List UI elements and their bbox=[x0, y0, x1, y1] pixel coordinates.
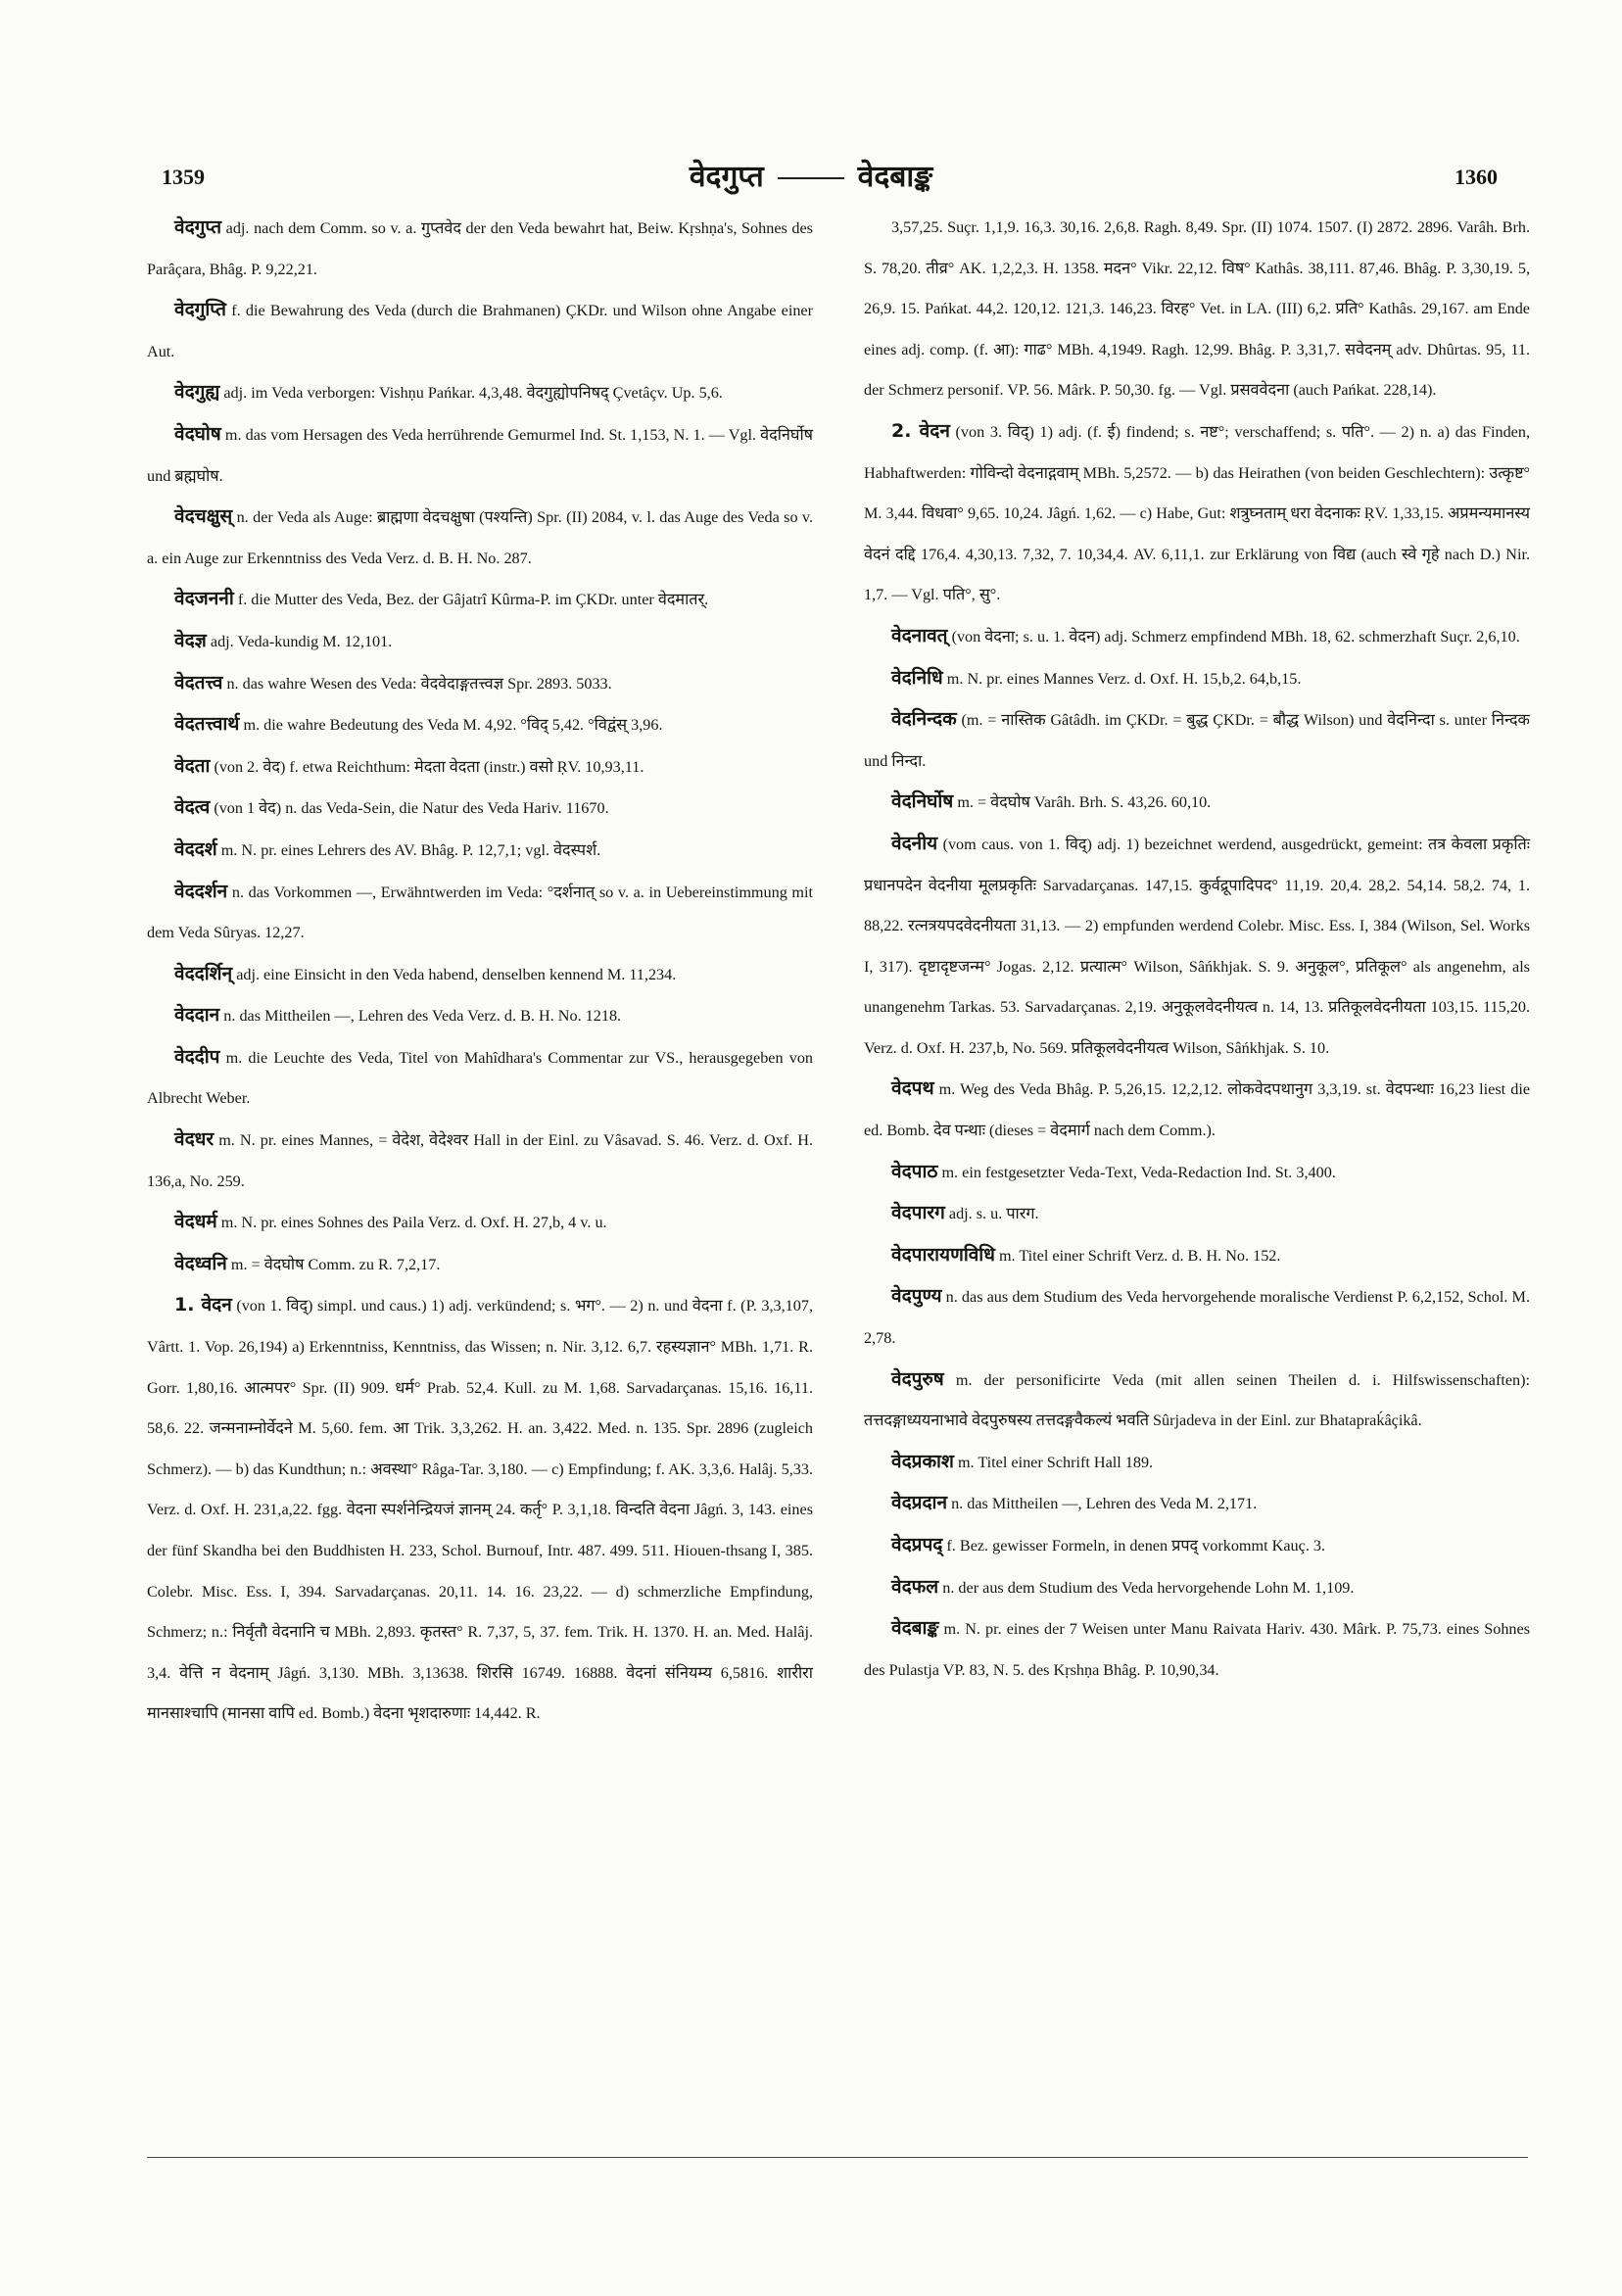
entry-text: adj. Veda-kundig M. 12,101. bbox=[210, 632, 393, 650]
entry-headword: वेदपारायणविधि bbox=[891, 1243, 995, 1266]
entry-text: m. N. pr. eines der 7 Weisen unter Manu Raivata Hariv. 430. Mârk. P. 75,73. eines Sohnes des Pulastja VP. 83, N. 5. des Kṛshṇa Bhâg. P. 10,90,34. bbox=[864, 1620, 1530, 1679]
dictionary-entry bbox=[147, 414, 813, 497]
entry-text: adj. eine Einsicht in den Veda habend, denselben kennend M. 11,234. bbox=[236, 965, 677, 983]
dictionary-entry bbox=[147, 497, 813, 579]
left-page-number: 1359 bbox=[162, 165, 205, 189]
right-column bbox=[864, 208, 1530, 1691]
entry-text: (von 3. विद्) 1) adj. (f. ई) findend; s. नष्ट°; verschaffend; s. पति°. — 2) n. a) das Finden, Habhaftwerden: गोविन्दो वेदनाद्गवाम् MBh. 5,2572. — b) das Heirathen (von beiden Geschlechtern): उत्कृष्ट° M. 3,44. विधवा° 9,65. 10,24. Jâgń. 1,62. — c) Habe, Gut: शत्रुघ्नताम् धरा वेदनाकः ṚV. 1,33,15. अप्रमन्यमानस्य वेदनं दद्दि 176,4. 4,30,13. 7,32, 7. 10,34,4. AV. 6,11,1. zur Erklärung von विद्य (auch स्वे गृहे nach D.) Nir. 1,7. — Vgl. पति°, सु°. bbox=[864, 422, 1530, 604]
entry-headword: वेदज्ञ bbox=[174, 629, 207, 651]
entry-headword: वेदतत्त्व bbox=[174, 671, 223, 694]
entry-text: m. ein festgesetzter Veda-Text, Veda-Redaction Ind. St. 3,400. bbox=[941, 1163, 1336, 1181]
dictionary-entry bbox=[147, 995, 813, 1037]
dictionary-entry bbox=[864, 1276, 1530, 1359]
entry-headword: वेदधर्म bbox=[174, 1211, 217, 1233]
dictionary-entry bbox=[864, 699, 1530, 782]
entry-headword: वेदता bbox=[174, 754, 211, 777]
entry-headword: वेदजननी bbox=[174, 588, 234, 610]
dictionary-entry bbox=[864, 824, 1530, 1070]
entry-text: m. N. pr. eines Mannes Verz. d. Oxf. H. 15,b,2. 64,b,15. bbox=[946, 669, 1302, 688]
dictionary-entry bbox=[864, 1483, 1530, 1525]
entry-headword: वेदफल bbox=[891, 1575, 939, 1598]
entry-headword: वेदप्रपद् bbox=[891, 1534, 943, 1555]
entry-text: (von 1. विद्) simpl. und caus.) 1) adj. verkündend; s. भग°. — 2) n. und वेदना f. (P. 3,3,107, Vârtt. 1. Vop. 26,194) a) Erkenntniss, Kenntniss, das Wissen; n. Nir. 3,12. 6,7. रहस्यज्ञान° MBh. 1,71. R. Gorr. 1,80,16. आत्मपर° Spr. (II) 909. धर्म° Prab. 52,4. Kull. zu M. 1,68. Sarvadarçanas. 15,16. 16,11. 58,6. 22. जन्मनाम्नोर्वेदने M. 5,60. fem. आ Trik. 3,3,262. H. an. 3,422. Med. n. 135. Spr. 2896 (zugleich Schmerz). — b) das Kundthun; n.: अवस्था° Râga-Tar. 3,180. — c) Empfindung; f. AK. 3,3,6. Halâj. 5,33. Verz. d. Oxf. H. 231,a,22. fgg. वेदना स्पर्शनेन्द्रियजं ज्ञानम् 24. कर्तृ° P. 3,1,18. विन्दति वेदना Jâgń. 3, 143. eines der fünf Skandha bei den Buddhisten H. 233, Schol. Burnouf, Intr. 487. 499. 511. Hiouen-thsang I, 385. Colebr. Misc. Ess. I, 394. Sarvadarçanas. 20,11. 14. 16. 23,22. — d) schmerzliche Empfindung, Schmerz; n.: निर्वृतौ वेदनानि च MBh. 2,893. कृतस्त° R. 7,37, 5, 37. fem. Trik. H. 1370. H. an. Med. Halâj. 3,4. वेत्ति न वेदनाम् Jâgń. 3,130. MBh. 3,13638. शिरसि 16749. 16888. वेदनां संनियम्य 6,5816. शारीरा मानसाश्चापि (मानसा वापि ed. Bomb.) वेदना भृशदारुणाः 14,442. R. bbox=[147, 1297, 813, 1723]
dictionary-entry bbox=[147, 872, 813, 954]
entry-text: m. N. pr. eines Mannes, = वेदेश, वेदेश्वर Hall in der Einl. zu Vâsavad. S. 46. Verz. d. Oxf. H. 136,a, No. 259. bbox=[147, 1131, 814, 1190]
entry-headword: वेदघोष bbox=[174, 422, 221, 445]
dictionary-entry bbox=[147, 830, 813, 872]
entry-headword: वेददीप bbox=[174, 1045, 220, 1068]
entry-text: n. das Vorkommen —, Erwähntwerden im Veda: °दर्शनात् so v. a. in Uebereinstimmung mit dem Veda Sûryas. 12,27. bbox=[147, 883, 813, 942]
entry-headword: वेददर्शन bbox=[174, 880, 228, 902]
dictionary-entry bbox=[147, 372, 813, 414]
dictionary-entry bbox=[864, 1442, 1530, 1484]
entry-headword: वेदध्वनि bbox=[174, 1252, 227, 1274]
dictionary-entry bbox=[864, 782, 1530, 824]
entry-headword: वेदतत्त्वार्थ bbox=[174, 713, 240, 736]
entry-text: 3,57,25. Suçr. 1,1,9. 16,3. 30,16. 2,6,8. Ragh. 8,49. Spr. (II) 1074. 1507. (I) 2872. 2896. Varâh. Brh. S. 78,20. तीव्र° AK. 1,2,2,3. H. 1358. मदन° Vikr. 22,12. विष° Kathâs. 38,111. 87,46. Bhâg. P. 3,30,19. 5, 26,9. 15. Pańkat. 44,2. 120,12. 121,3. 146,23. विरह° Vet. in LA. (III) 6,2. प्रति° Kathâs. 29,167. am Ende eines adj. comp. (f. आ): गाढ° MBh. 4,1949. Ragh. 12,99. Bhâg. P. 3,31,7. सवेदनम् adv. Dhûrtas. 95, 11. der Schmerz personif. VP. 56. Mârk. P. 50,30. fg. — Vgl. प्रसववेदना (auch Pańkat. 228,14). bbox=[864, 218, 1530, 400]
dictionary-entry bbox=[147, 1202, 813, 1244]
entry-headword: वेदगुह्य bbox=[174, 381, 220, 404]
entry-text: m. das vom Hersagen des Veda herrührende Gemurmel Ind. St. 1,153, N. 1. — Vgl. वेदनिर्घोष und ब्रह्मघोष. bbox=[147, 425, 814, 485]
entry-headword: वेदनिर्घोष bbox=[891, 790, 954, 813]
entry-text: m. Titel einer Schrift Hall 189. bbox=[957, 1453, 1154, 1471]
entry-text: adj. im Veda verborgen: Vishṇu Pańkar. 4,3,48. वेदगुह्योपनिषद् Çvetâçv. Up. 5,6. bbox=[223, 384, 723, 403]
entry-text: n. der aus dem Studium des Veda hervorgehende Lohn M. 1,109. bbox=[942, 1578, 1355, 1597]
running-head-end: वेदबाङ्क bbox=[857, 160, 933, 194]
bottom-rule bbox=[147, 2157, 1528, 2158]
dictionary-entry bbox=[864, 616, 1530, 658]
entry-text: f. die Mutter des Veda, Bez. der Gâjatrî Kûrma-P. im ÇKDr. unter वेदमातर्. bbox=[237, 591, 709, 609]
running-head-dash bbox=[778, 177, 844, 179]
entry-text: m. N. pr. eines Sohnes des Paila Verz. d. Oxf. H. 27,b, 4 v. u. bbox=[220, 1214, 607, 1232]
entry-headword: वेदनिन्दक bbox=[891, 708, 957, 731]
dictionary-entry bbox=[864, 208, 1530, 411]
dictionary-entry bbox=[864, 1069, 1530, 1151]
entry-text: f. Bez. gewisser Formeln, in denen प्रपद् vorkommt Kauç. 3. bbox=[946, 1537, 1326, 1555]
entry-headword: वेदचक्षुस् bbox=[174, 505, 233, 528]
dictionary-entry bbox=[147, 290, 813, 372]
entry-headword: वेदप्रदान bbox=[891, 1492, 948, 1514]
dictionary-entry bbox=[864, 1235, 1530, 1277]
dictionary-entry bbox=[864, 658, 1530, 700]
entry-text: (m. = नास्तिक Gâtâdh. im ÇKDr. = बुद्ध ÇKDr. = बौद्ध Wilson) und वेदनिन्दा s. unter निन्दक und निन्दा. bbox=[864, 711, 1530, 770]
dictionary-entry bbox=[147, 208, 813, 290]
entry-text: m. die Leuchte des Veda, Titel von Mahîdhara's Commentar zur VS., herausgegeben von Albrecht Weber. bbox=[147, 1048, 814, 1108]
dictionary-entry bbox=[147, 663, 813, 705]
entry-headword: वेदपाठ bbox=[891, 1160, 938, 1182]
entry-headword: वेदत्व bbox=[174, 796, 211, 819]
dictionary-entry bbox=[147, 579, 813, 621]
entry-headword: 2. वेदन bbox=[891, 419, 950, 442]
entry-text: m. Weg des Veda Bhâg. P. 5,26,15. 12,2,12. लोकवेदपथानुग 3,3,19. st. वेदपन्थाः 16,23 liest die ed. Bomb. देव पन्थाः (dieses = वेदमार्ग nach dem Comm.). bbox=[864, 1080, 1531, 1140]
entry-text: n. der Veda als Auge: ब्राह्मणा वेदचक्षुषा (पश्यन्ति) Spr. (II) 2084, v. l. das Auge des Veda so v. a. ein Auge zur Erkenntniss des Veda Verz. d. B. H. No. 287. bbox=[147, 508, 813, 567]
entry-headword: वेददान bbox=[174, 1004, 220, 1027]
entry-text: n. das Mittheilen —, Lehren des Veda M. 2,171. bbox=[951, 1495, 1258, 1513]
dictionary-entry bbox=[864, 411, 1530, 616]
entry-text: m. N. pr. eines Lehrers des AV. Bhâg. P. 12,7,1; vgl. वेदस्पर्श. bbox=[220, 840, 601, 859]
dictionary-entry bbox=[864, 1525, 1530, 1567]
dictionary-entry bbox=[147, 1285, 813, 1735]
left-column bbox=[147, 208, 813, 1735]
entry-text: (von वेदना; s. u. 1. वेदन) adj. Schmerz empfindend MBh. 18, 62. schmerzhaft Suçr. 2,6,10. bbox=[951, 627, 1520, 646]
entry-text: (von 1 वेद) n. das Veda-Sein, die Natur des Veda Hariv. 11670. bbox=[214, 799, 609, 818]
dictionary-entry bbox=[147, 788, 813, 830]
entry-text: n. das Mittheilen —, Lehren des Veda Verz. d. B. H. No. 1218. bbox=[223, 1007, 622, 1026]
entry-headword: वेदगुप्ति bbox=[174, 299, 226, 321]
entry-text: adj. nach dem Comm. so v. a. गुप्तवेद der den Veda bewahrt hat, Beiw. Kṛshṇa's, Sohnes des Parâçara, Bhâg. P. 9,22,21. bbox=[147, 219, 813, 278]
entry-headword: वेददर्श bbox=[174, 837, 217, 860]
entry-text: m. der personificirte Veda (mit allen seinen Theilen d. i. Hilfswissenschaften): तत्तदङ्गाध्ययनाभावे वेदपुरुषस्य तत्तदङ्गवैकल्यं भवति Sûrjadeva in der Einl. zur Bhatapraḱâçikâ. bbox=[864, 1370, 1531, 1430]
entry-text: (von 2. वेद) f. etwa Reichthum: मेदता वेदता (instr.) वसो ṚV. 10,93,11. bbox=[214, 757, 644, 776]
running-head bbox=[0, 155, 1622, 195]
dictionary-entry bbox=[864, 1193, 1530, 1235]
entry-text: m. = वेदघोष Varâh. Brh. S. 43,26. 60,10. bbox=[957, 793, 1212, 812]
running-head-start: वेदगुप्त bbox=[689, 160, 764, 194]
entry-headword: वेदपुरुष bbox=[891, 1367, 944, 1390]
dictionary-entry bbox=[864, 1608, 1530, 1691]
dictionary-entry bbox=[147, 1120, 813, 1202]
entry-headword: वेदपारग bbox=[891, 1202, 945, 1224]
dictionary-entry bbox=[147, 954, 813, 996]
entry-headword: वेदपथ bbox=[891, 1077, 934, 1100]
entry-headword: वेदपुण्य bbox=[891, 1285, 942, 1308]
entry-text: n. das wahre Wesen des Veda: वेदवेदाङ्गतत्त्वज्ञ Spr. 2893. 5033. bbox=[226, 674, 612, 693]
right-page-number: 1360 bbox=[1455, 165, 1498, 189]
entry-text: m. Titel einer Schrift Verz. d. B. H. No. 152. bbox=[998, 1246, 1281, 1265]
entry-text: f. die Bewahrung des Veda (durch die Brahmanen) ÇKDr. und Wilson ohne Angabe einer Aut. bbox=[147, 302, 814, 360]
dictionary-entry bbox=[864, 1360, 1530, 1442]
dictionary-entry bbox=[864, 1567, 1530, 1609]
entry-text: m. = वेदघोष Comm. zu R. 7,2,17. bbox=[230, 1255, 441, 1273]
entry-headword: वेदप्रकाश bbox=[891, 1450, 954, 1472]
dictionary-entry bbox=[147, 1037, 813, 1120]
entry-headword: वेदनिधि bbox=[891, 666, 943, 689]
entry-headword: वेददर्शिन् bbox=[174, 962, 233, 984]
entry-text: n. das aus dem Studium des Veda hervorgehende moralische Verdienst P. 6,2,152, Schol. M. 2,78. bbox=[864, 1288, 1531, 1348]
entry-headword: वेदधर bbox=[174, 1128, 215, 1151]
entry-headword: वेदनीय bbox=[891, 832, 938, 854]
entry-headword: वेदबाङ्क bbox=[891, 1617, 939, 1640]
dictionary-entry bbox=[864, 1152, 1530, 1194]
entry-text: (vom caus. von 1. विद्) adj. 1) bezeichnet werdend, ausgedrückt, gemeint: तत्र केवला प्रकृतिः प्रधानपदेन वेदनीया मूलप्रकृतिः Sarvadarçanas. 147,15. कुर्वद्रूपादिपद° 11,19. 20,4. 28,2. 54,14. 58,2. 74, 1. 88,22. रत्नत्रयपदवेदनीयता 31,13. — 2) empfunden werdend Colebr. Misc. Ess. I, 384 (Wilson, Sel. Works I, 317). दृष्टादृष्टजन्म° Jogas. 2,12. प्रत्यात्म° Wilson, Sâńkhjak. S. 9. अनुकूल°, प्रतिकूल° als angenehm, als unangenehm Tarkas. 53. Sarvadarçanas. 2,19. अनुकूलवेदनीयत्व n. 14, 13. प्रतिकूलवेदनीयता 103,15. 115,20. Verz. d. Oxf. H. 237,b, No. 569. प्रतिकूलवेदनीयत्व Wilson, Sâńkhjak. S. 10. bbox=[864, 835, 1531, 1057]
entry-headword: वेदगुप्त bbox=[174, 216, 222, 238]
dictionary-entry bbox=[147, 746, 813, 789]
entry-headword: वेदनावत् bbox=[891, 624, 948, 646]
entry-text: m. die wahre Bedeutung des Veda M. 4,92. °विद् 5,42. °विद्वंस् 3,96. bbox=[243, 716, 663, 735]
entry-text: adj. s. u. पारग. bbox=[948, 1205, 1039, 1223]
dictionary-entry bbox=[147, 621, 813, 663]
entry-headword: 1. वेदन bbox=[174, 1294, 232, 1316]
dictionary-entry bbox=[147, 1244, 813, 1286]
dictionary-entry bbox=[147, 704, 813, 746]
